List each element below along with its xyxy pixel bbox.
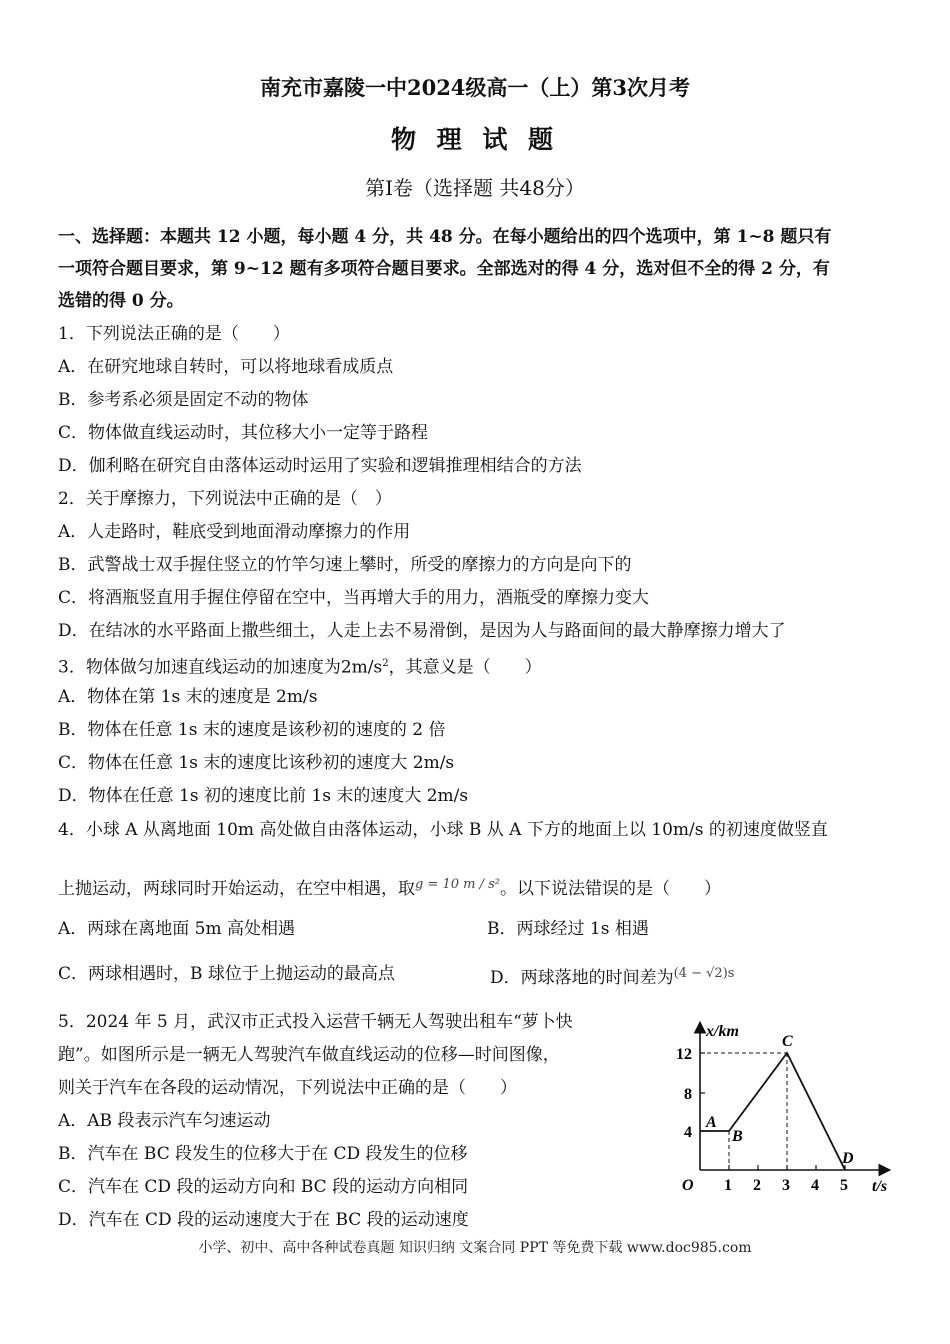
gravity-formula: g = 10 m / s² — [415, 877, 501, 892]
q3-stem-superscript: 2 — [382, 658, 389, 669]
point-label-c: C — [782, 1033, 793, 1050]
q5-option-a: A．AB 段表示汽车匀速运动 — [58, 1111, 271, 1131]
q5-option-b: B．汽车在 BC 段发生的位移大于在 CD 段发生的位移 — [58, 1144, 468, 1164]
q4-option-d-text: D．两球落地的时间差为 — [490, 968, 674, 988]
q4-stem-text: 上抛运动，两球同时开始运动，在空中相遇，取 — [58, 879, 415, 899]
q1-option-b: B．参考系必须是固定不动的物体 — [58, 390, 309, 410]
page-footer: 小学、初中、高中各种试卷真题 知识归纳 文案合同 PPT 等免费下载 www.doc985.com — [198, 1240, 752, 1256]
origin-label: O — [682, 1177, 694, 1194]
q1-option-a: A．在研究地球自转时，可以将地球看成质点 — [58, 357, 394, 377]
q2-option-a: A．人走路时，鞋底受到地面滑动摩擦力的作用 — [58, 522, 411, 542]
q5-stem-line1: 5．2024 年 5 月，武汉市正式投入运营千辆无人驾驶出租车“萝卜快 — [58, 1012, 573, 1032]
q4-option-a: A．两球在离地面 5m 高处相遇 — [58, 919, 296, 939]
x-axis-label: t/s — [872, 1178, 888, 1195]
subject-title: 物 理 试 题 — [390, 125, 560, 154]
q3-stem-text: 3．物体做匀加速直线运动的加速度为2m/s — [58, 657, 383, 678]
q1-option-c: C．物体做直线运动时，其位移大小一定等于路程 — [58, 423, 429, 443]
point-label-d: D — [842, 1150, 854, 1167]
q1-option-d: D．伽利略在研究自由落体运动时运用了实验和逻辑推理相结合的方法 — [58, 456, 582, 476]
x-tick-label: 3 — [782, 1177, 790, 1194]
position-time-graph — [660, 1018, 900, 1198]
y-axis-label: x/km — [706, 1023, 739, 1040]
y-tick-label: 4 — [684, 1124, 692, 1141]
q4-option-b: B．两球经过 1s 相遇 — [487, 919, 649, 939]
q4-option-d — [490, 962, 734, 990]
section-instructions-line1: 一、选择题：本题共 12 小题，每小题 4 分，共 48 分。在每小题给出的四个选项中，第 1~8 题只有 — [58, 227, 832, 247]
q3-stem — [58, 652, 542, 680]
q3-option-c: C．物体在任意 1s 末的速度比该秒初的速度大 2m/s — [58, 753, 455, 773]
q4-stem-tail: 。以下说法错误的是（ ） — [500, 879, 722, 899]
x-tick-label: 4 — [811, 1177, 819, 1194]
q4-stem-line1: 4．小球 A 从离地面 10m 高处做自由落体运动，小球 B 从 A 下方的地面上以 10m/s 的初速度做竖直 — [58, 820, 828, 840]
section-instructions-line3: 选错的得 0 分。 — [58, 291, 184, 311]
time-difference-formula: (4 − √2)s — [673, 966, 735, 981]
x-tick-label: 2 — [753, 1177, 761, 1194]
q5-option-c: C．汽车在 CD 段的运动方向和 BC 段的运动方向相同 — [58, 1177, 469, 1197]
q3-stem-tail: ，其意义是（ ） — [388, 657, 542, 678]
point-label-b: B — [732, 1128, 743, 1145]
q4-option-c: C．两球相遇时，B 球位于上抛运动的最高点 — [58, 964, 395, 984]
q2-option-d: D．在结冰的水平路面上撒些细土，人走上去不易滑倒，是因为人与路面间的最大静摩擦力增大了 — [58, 621, 786, 641]
y-tick-label: 8 — [684, 1086, 692, 1103]
q3-option-b: B．物体在任意 1s 末的速度是该秒初的速度的 2 倍 — [58, 720, 446, 740]
q5-option-d: D．汽车在 CD 段的运动速度大于在 BC 段的运动速度 — [58, 1210, 469, 1230]
point-label-a: A — [706, 1114, 717, 1131]
q3-option-a: A．物体在第 1s 末的速度是 2m/s — [58, 687, 318, 707]
volume-title: 第Ⅰ卷（选择题 共48分） — [365, 176, 585, 200]
q1-stem: 1．下列说法正确的是（ ） — [58, 324, 290, 344]
q2-stem: 2．关于摩擦力，下列说法中正确的是（ ） — [58, 489, 392, 509]
x-tick-label: 5 — [840, 1177, 848, 1194]
position-curve — [700, 1053, 845, 1170]
q2-option-b: B．武警战士双手握住竖立的竹竿匀速上攀时，所受的摩擦力的方向是向下的 — [58, 555, 632, 575]
y-tick-label: 12 — [676, 1046, 692, 1063]
school-title: 南充市嘉陵一中2024级高一（上）第3次月考 — [259, 75, 691, 100]
q4-stem-line2 — [58, 873, 721, 901]
q5-stem-line2: 跑”。如图所示是一辆无人驾驶汽车做直线运动的位移—时间图像， — [58, 1045, 560, 1065]
section-instructions-line2: 一项符合题目要求，第 9~12 题有多项符合题目要求。全部选对的得 4 分，选对但不全的得 2 分，有 — [58, 259, 830, 279]
q2-option-c: C．将酒瓶竖直用手握住停留在空中，当再增大手的用力，酒瓶受的摩擦力变大 — [58, 588, 650, 608]
q5-stem-line3: 则关于汽车在各段的运动情况，下列说法中正确的是（ ） — [58, 1078, 517, 1098]
x-tick-label: 1 — [724, 1177, 732, 1194]
q3-option-d: D．物体在任意 1s 初的速度比前 1s 末的速度大 2m/s — [58, 786, 469, 806]
